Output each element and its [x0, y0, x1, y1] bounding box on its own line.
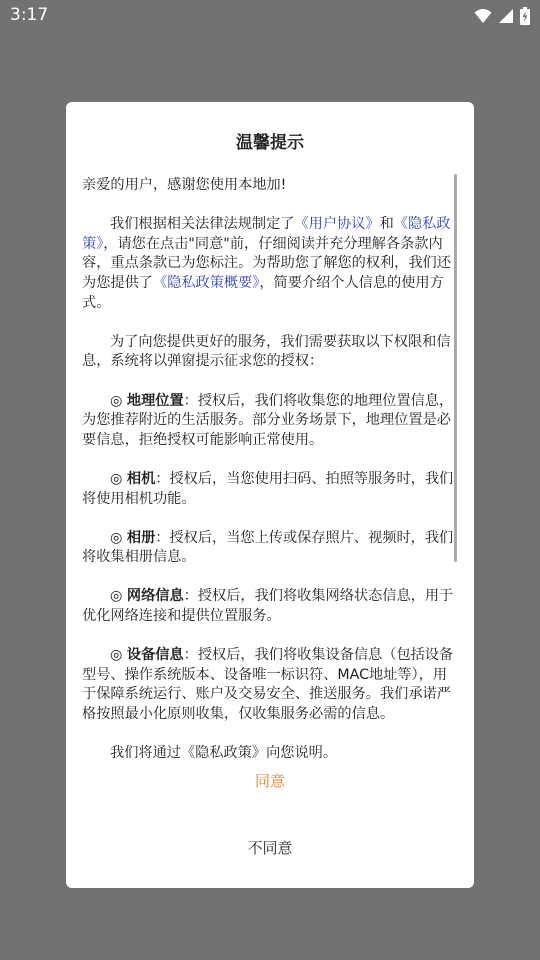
privacy-summary-link[interactable]: 《隐私政策概要》 [152, 274, 260, 291]
agreement-text-b: 和 [379, 216, 394, 233]
permission-name: 地理位置 [126, 392, 184, 409]
dialog-title: 温馨提示 [236, 133, 304, 153]
bullet-icon: ◎ [110, 647, 127, 664]
dialog-content[interactable] [82, 176, 454, 762]
permission-desc: ：授权后，我们将收集设备信息（包括设备型号、操作系统版本、设备唯一标识符、MAC地址等），用于保障系统运行、账户及交易安全、推送服务。我们承诺严格按照最小化原则收集，仅收集服务必需的信息。 [82, 647, 454, 723]
agreement-text-d: ，简要介绍个人信息的使用方式。 [82, 274, 444, 311]
permission-desc: ：授权后，当您使用扫码、拍照等服务时，我们将使用相机功能。 [82, 470, 454, 507]
privacy-policy-link[interactable]: 《隐私政策》 [82, 216, 451, 252]
permission-item-device [82, 646, 454, 724]
agree-button[interactable]: 同意 [254, 772, 285, 790]
permission-item-album [82, 529, 454, 568]
user-agreement-link[interactable]: 《用户协议》 [294, 216, 380, 233]
content-scrollbar[interactable] [454, 174, 457, 562]
bullet-icon: ◎ [110, 392, 127, 409]
privacy-dialog [66, 102, 474, 888]
bullet-icon: ◎ [110, 588, 127, 605]
permission-item-network [82, 587, 454, 626]
status-bar [0, 0, 540, 32]
permission-name: 网络信息 [126, 588, 184, 605]
permission-item-camera [82, 470, 454, 509]
bullet-icon: ◎ [110, 470, 127, 487]
permission-desc: ：授权后，我们将收集您的地理位置信息，为您推荐附近的生活服务。部分业务场景下，地理位置是必要信息，拒绝授权可能影响正常使用。 [82, 392, 454, 448]
greeting-text: 亲爱的用户，感谢您使用本地加! [82, 177, 287, 193]
status-time: 3:17 [10, 5, 49, 25]
agreement-paragraph [82, 215, 454, 313]
status-icons [474, 6, 530, 26]
wifi-icon [474, 8, 492, 24]
permissions-intro: 为了向您提供更好的服务，我们需要获取以下权限和信息，系统将以弹窗提示征求您的授权： [82, 333, 451, 370]
permission-name: 设备信息 [126, 647, 184, 664]
bullet-icon: ◎ [110, 529, 127, 546]
permission-name: 相册 [126, 529, 156, 546]
agreement-text-c: ，请您在点击"同意"前，仔细阅读并充分理解各条款内容，重点条款已为您标注。为帮助您了解您的权利，我们还为您提供了 [82, 235, 451, 291]
permission-desc: ：授权后，当您上传或保存照片、视频时，我们将收集相册信息。 [82, 529, 454, 566]
battery-icon [520, 7, 530, 25]
permission-name: 相机 [126, 470, 156, 487]
cut-off-paragraph: 我们将通过《隐私政策》向您说明。 [110, 745, 338, 762]
permission-item-location [82, 392, 454, 451]
permission-desc: ：授权后，我们将收集网络状态信息，用于优化网络连接和提供位置服务。 [82, 588, 454, 625]
cellular-signal-icon [498, 8, 514, 24]
agreement-text-a: 我们根据相关法律法规制定了 [110, 216, 295, 233]
disagree-button[interactable]: 不同意 [247, 839, 293, 857]
